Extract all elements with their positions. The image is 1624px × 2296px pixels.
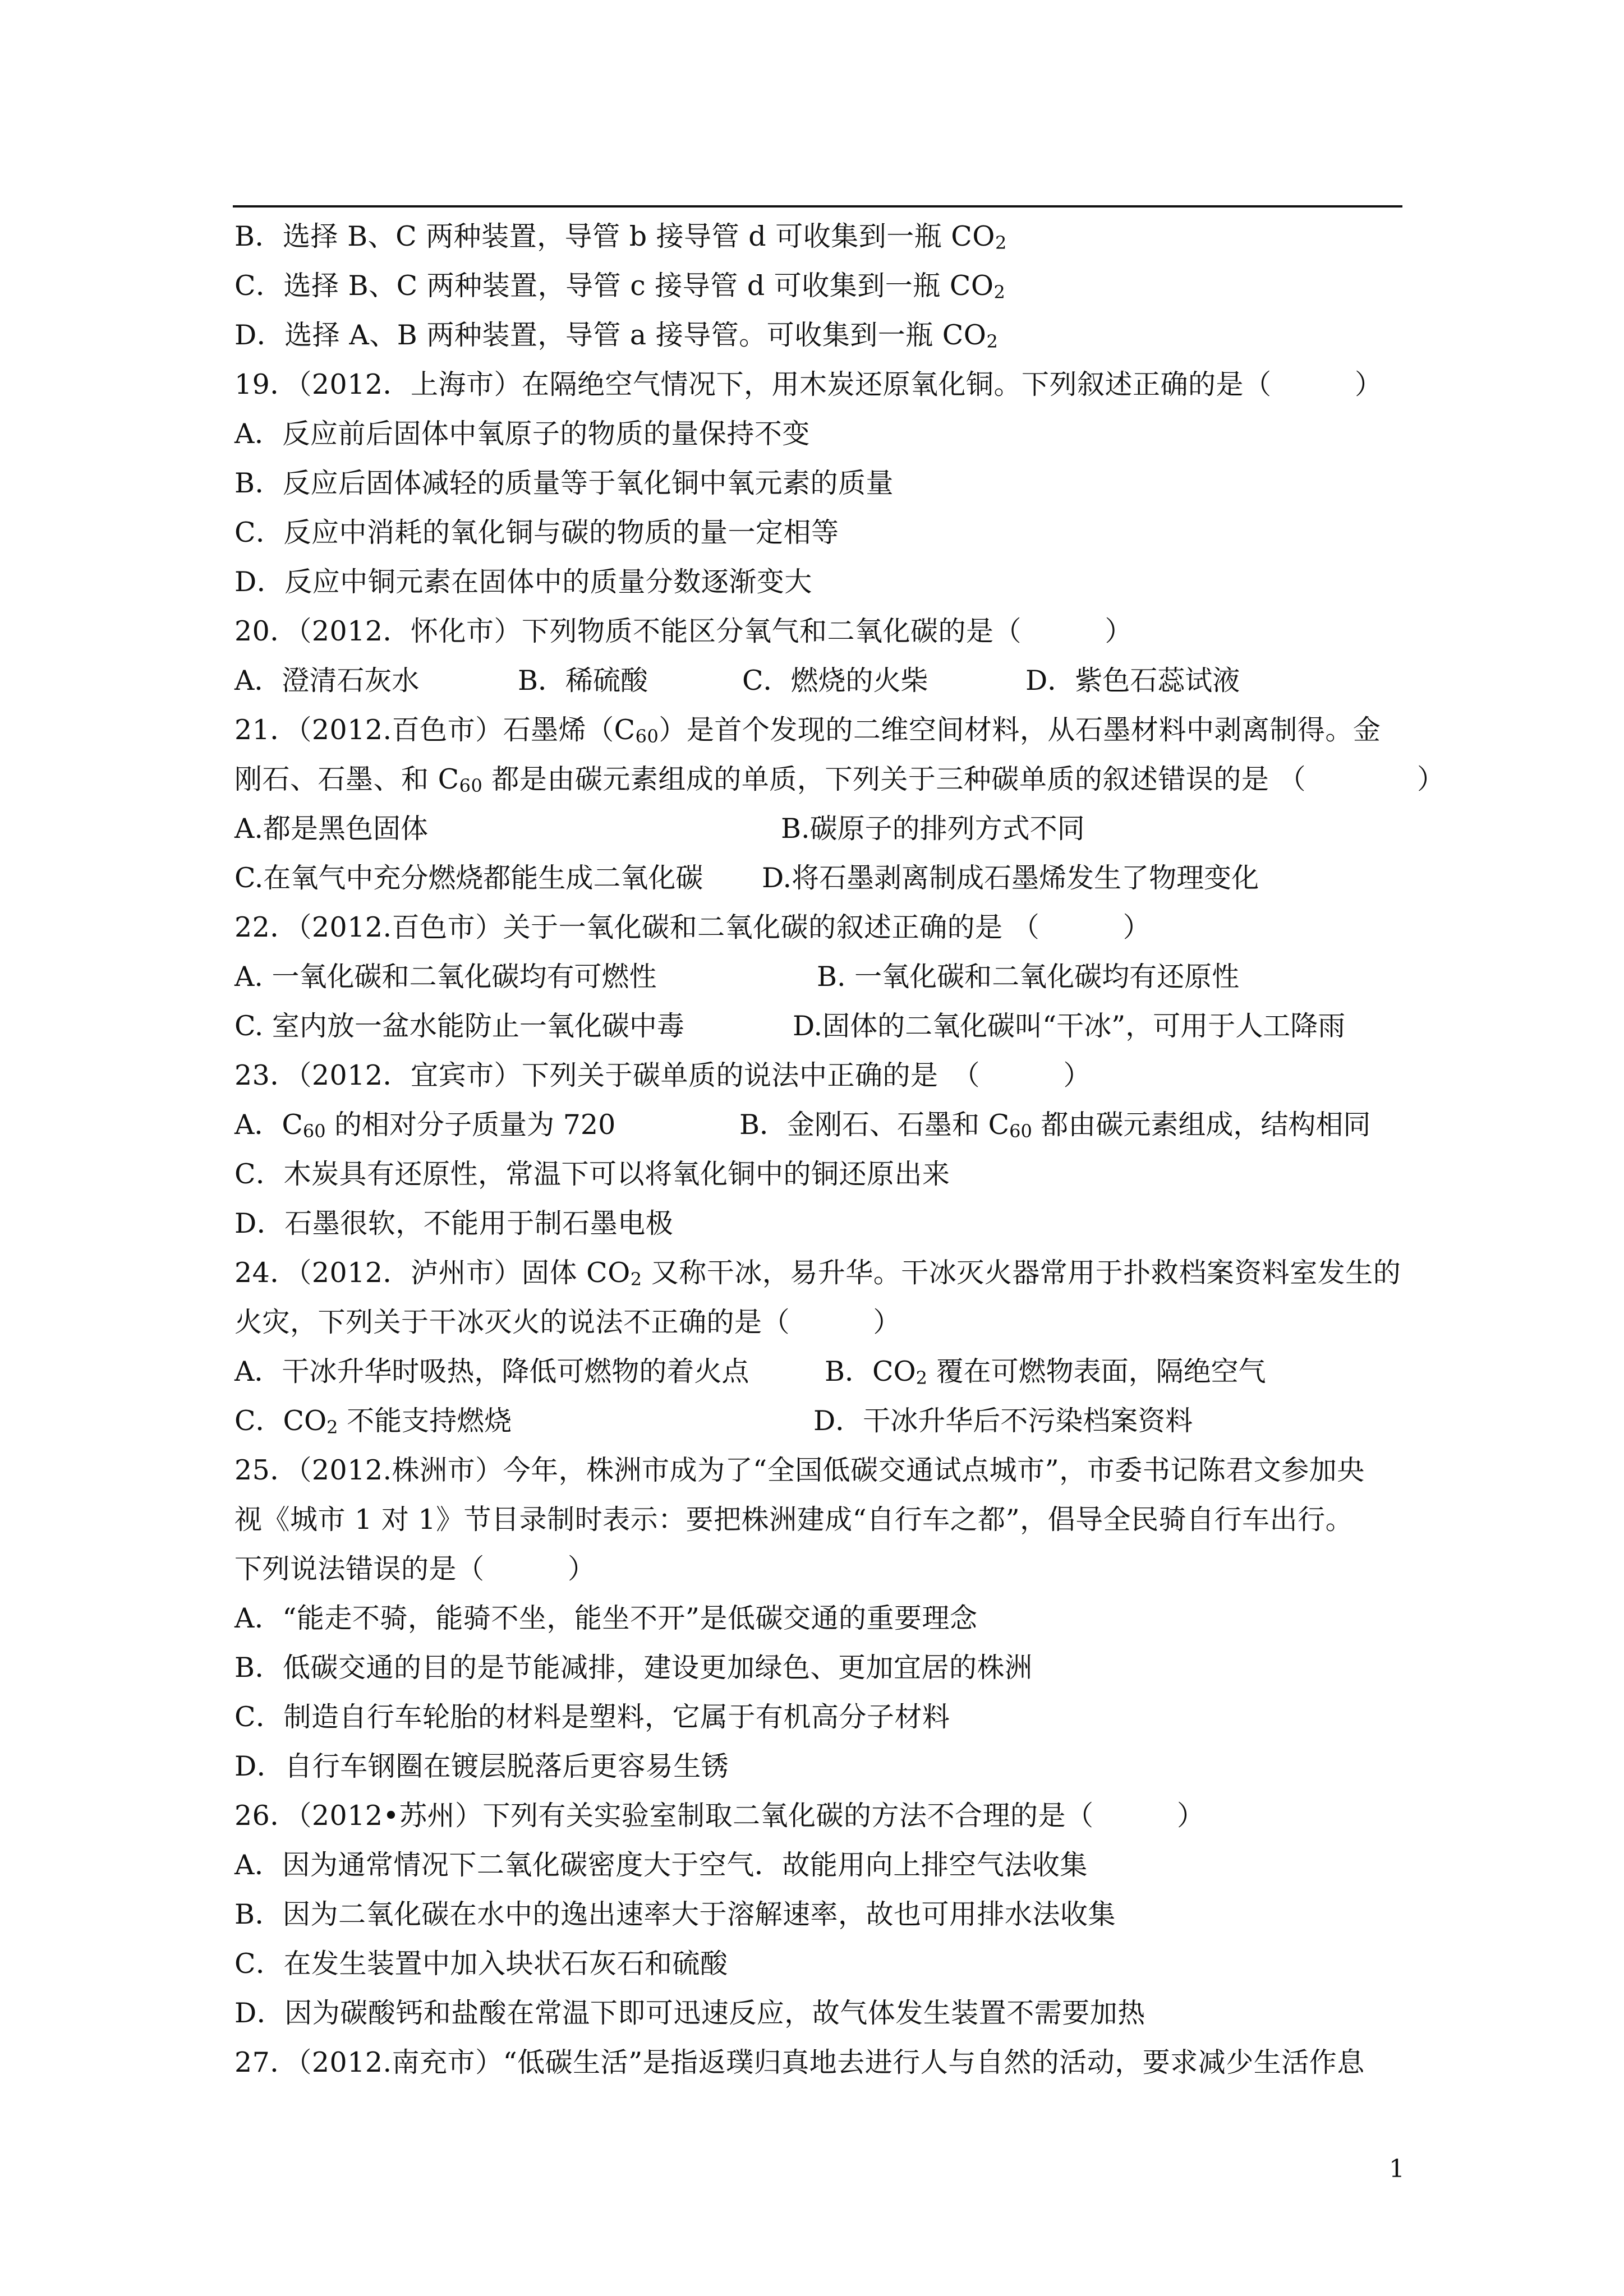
option-25b: B．低碳交通的目的是节能减排，建设更加绿色、更加宜居的株洲 bbox=[234, 1652, 1033, 1684]
option-19c: C．反应中消耗的氧化铜与碳的物质的量一定相等 bbox=[234, 517, 839, 548]
options-20 bbox=[234, 656, 1402, 706]
option-25c: C．制造自行车轮胎的材料是塑料，它属于有机高分子材料 bbox=[234, 1701, 950, 1733]
option-25d: D．自行车钢圈在镀层脱落后更容易生锈 bbox=[234, 1750, 729, 1782]
question-23: 23．（2012．宜宾市）下列关于碳单质的说法中正确的是 （ ） bbox=[234, 1059, 1092, 1091]
option-21a: A.都是黑色固体 bbox=[234, 813, 428, 845]
option-18c: C．选择 B、C 两种装置，导管 c 接导管 d 可收集到一瓶 $CO_2$ bbox=[234, 270, 1006, 303]
question-21-line2: 刚石、石墨、和 $C_{60}$ 都是由碳元素组成的单质，下列关于三种碳单质的叙述错误的是 （ ） bbox=[234, 763, 1445, 796]
option-24d: D．干冰升华后不污染档案资料 bbox=[813, 1405, 1193, 1437]
option-21d: D.将石墨剥离制成石墨烯发生了物理变化 bbox=[762, 862, 1259, 894]
option-21b: B.碳原子的排列方式不同 bbox=[781, 813, 1085, 845]
question-25-line3: 下列说法错误的是（ ） bbox=[234, 1553, 596, 1585]
option-18d: D．选择 A、B 两种装置，导管 a 接导管。可收集到一瓶 $CO_2$ bbox=[234, 319, 999, 352]
option-23d: D．石墨很软，不能用于制石墨电极 bbox=[234, 1207, 674, 1239]
option-22d: D.固体的二氧化碳叫“干冰”，可用于人工降雨 bbox=[793, 1010, 1346, 1042]
option-26b: B．因为二氧化碳在水中的逸出速率大于溶解速率，故也可用排水法收集 bbox=[234, 1898, 1116, 1930]
option-18b: B．选择 B、C 两种装置，导管 b 接导管 d 可收集到一瓶 $CO_2$ bbox=[234, 220, 1007, 253]
question-27: 27．（2012.南充市）“低碳生活”是指返璞归真地去进行人与自然的活动，要求减少生活作息 bbox=[234, 2046, 1365, 2078]
question-19: 19．（2012．上海市）在隔绝空气情况下，用木炭还原氧化铜。下列叙述正确的是（ ） bbox=[234, 368, 1383, 400]
option-20d: D．紫色石蕊试液 bbox=[1025, 665, 1240, 697]
options-21-cd bbox=[234, 854, 1402, 903]
option-19b: B．反应后固体减轻的质量等于氧化铜中氧元素的质量 bbox=[234, 467, 894, 499]
option-20a: A．澄清石灰水 bbox=[234, 665, 420, 697]
options-22-ab bbox=[234, 952, 1402, 1002]
option-22c: C. 室内放一盆水能防止一氧化碳中毒 bbox=[234, 1010, 684, 1042]
question-25-line1: 25．（2012.株洲市）今年，株洲市成为了“全国低碳交通试点城市”，市委书记陈君文参加央 bbox=[234, 1454, 1365, 1486]
option-24b: B．$CO_2$ 覆在可燃物表面，隔绝空气 bbox=[825, 1356, 1266, 1389]
option-23c: C．木炭具有还原性，常温下可以将氧化铜中的铜还原出来 bbox=[234, 1158, 950, 1190]
question-26: 26．（2012•苏州）下列有关实验室制取二氧化碳的方法不合理的是（ ） bbox=[234, 1800, 1205, 1832]
question-content bbox=[234, 212, 1445, 2087]
option-19a: A．反应前后固体中氧原子的物质的量保持不变 bbox=[234, 418, 810, 450]
options-21-ab bbox=[234, 804, 1402, 854]
option-24c: C．$CO_2$ 不能支持燃烧 bbox=[234, 1405, 512, 1438]
option-23b: B．金刚石、石墨和 $C_{60}$ 都由碳元素组成，结构相同 bbox=[739, 1109, 1371, 1142]
options-24-cd bbox=[234, 1396, 1402, 1446]
option-19d: D．反应中铜元素在固体中的质量分数逐渐变大 bbox=[234, 566, 812, 598]
options-24-ab bbox=[234, 1347, 1402, 1396]
header-rule bbox=[233, 205, 1402, 208]
option-26c: C．在发生装置中加入块状石灰石和硫酸 bbox=[234, 1948, 728, 1980]
option-24a: A．干冰升华时吸热，降低可燃物的着火点 bbox=[234, 1356, 749, 1387]
option-25a: A．“能走不骑，能骑不坐，能坐不开”是低碳交通的重要理念 bbox=[234, 1602, 978, 1634]
question-25-line2: 视《城市 1 对 1》节目录制时表示：要把株洲建成“自行车之都”，倡导全民骑自行车出行。 bbox=[234, 1504, 1354, 1536]
option-20b: B．稀硫酸 bbox=[518, 665, 648, 697]
question-24-line2: 火灾，下列关于干冰灭火的说法不正确的是（ ） bbox=[234, 1306, 901, 1338]
options-22-cd bbox=[234, 1002, 1402, 1051]
options-23-ab bbox=[234, 1100, 1402, 1150]
question-20: 20．（2012．怀化市）下列物质不能区分氧气和二氧化碳的是（ ） bbox=[234, 615, 1133, 647]
option-26a: A．因为通常情况下二氧化碳密度大于空气．故能用向上排空气法收集 bbox=[234, 1849, 1088, 1881]
option-26d: D．因为碳酸钙和盐酸在常温下即可迅速反应，故气体发生装置不需要加热 bbox=[234, 1997, 1145, 2029]
option-22a: A. 一氧化碳和二氧化碳均有可燃性 bbox=[234, 961, 657, 993]
page-number: 1 bbox=[1389, 2155, 1405, 2183]
option-22b: B. 一氧化碳和二氧化碳均有还原性 bbox=[817, 961, 1240, 993]
option-20c: C．燃烧的火柴 bbox=[742, 665, 928, 697]
question-21-line1: 21．（2012.百色市）石墨烯$(C_{60})$是首个发现的二维空间材料，从石墨材料中剥离制得。金 bbox=[234, 714, 1381, 747]
question-24-line1: 24．（2012．泸州市）固体 $CO_2$ 又称干冰，易升华。干冰灭火器常用于扑救档案资料室发生的 bbox=[234, 1257, 1401, 1290]
option-21c: C.在氧气中充分燃烧都能生成二氧化碳 bbox=[234, 862, 703, 894]
question-22: 22．（2012.百色市）关于一氧化碳和二氧化碳的叙述正确的是 （ ） bbox=[234, 911, 1151, 943]
option-23a: A．$C_{60}$ 的相对分子质量为 720 bbox=[234, 1109, 616, 1142]
